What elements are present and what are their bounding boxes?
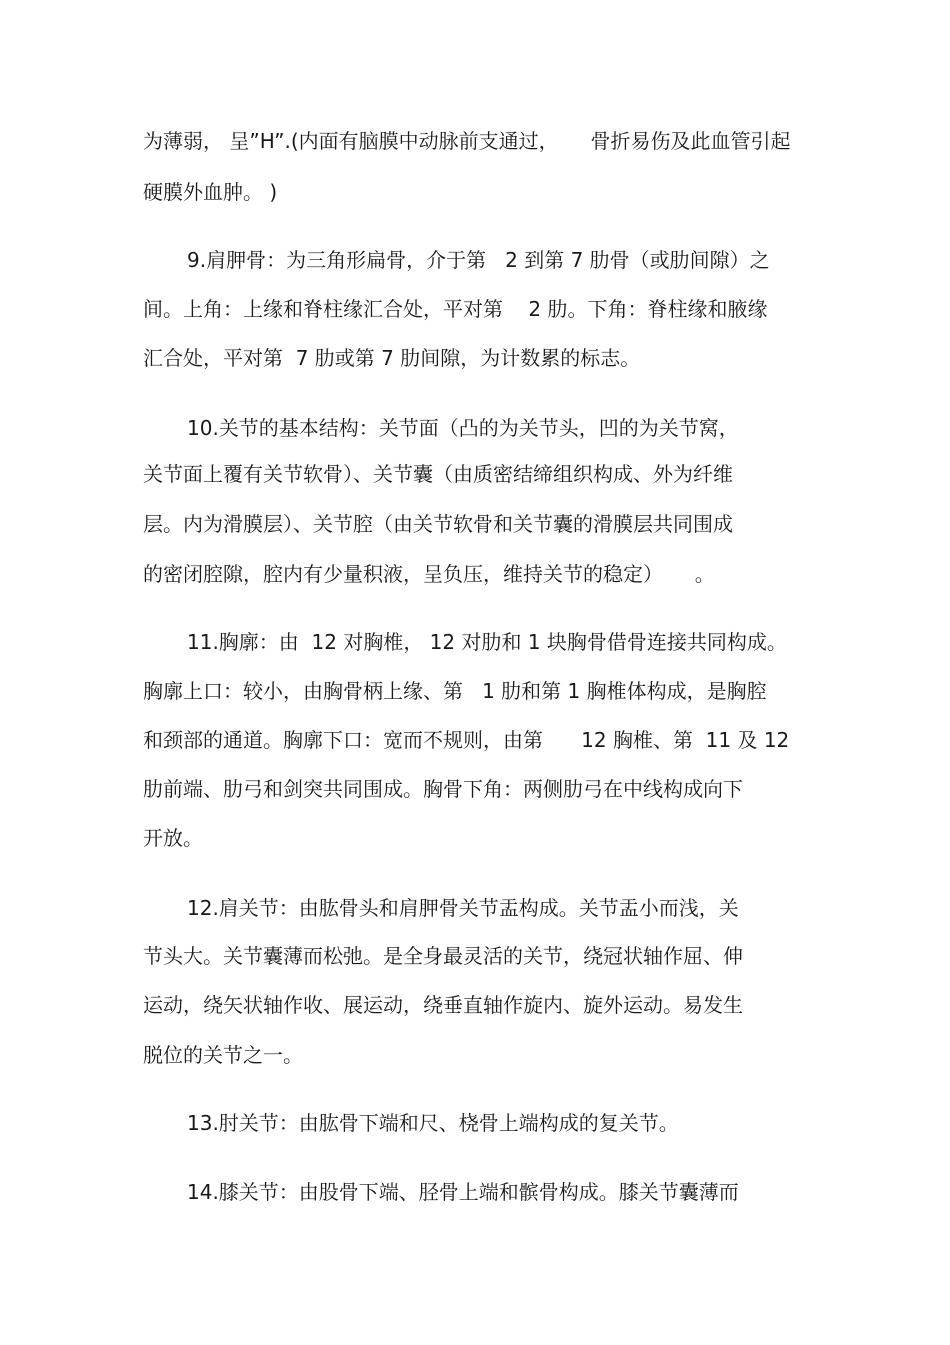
text-line: 节头大。关节囊薄而松弛。是全身最灵活的关节，绕冠状轴作屈、伸 <box>143 944 743 968</box>
text-line: 14.膝关节：由股骨下端、胫骨上端和髌骨构成。膝关节囊薄而 <box>187 1180 739 1204</box>
text-line: 开放。 <box>143 826 203 850</box>
text-line: 层。内为滑膜层）、关节腔（由关节软骨和关节囊的滑膜层共同围成 <box>143 512 733 536</box>
text-line: 间。上角：上缘和脊柱缘汇合处，平对第 2 肋。下角：脊柱缘和腋缘 <box>143 297 768 321</box>
text-line: 关节面上覆有关节软骨）、关节囊（由质密结缔组织构成、外为纤维 <box>143 462 733 486</box>
text-line: 汇合处，平对第 7 肋或第 7 肋间隙，为计数累的标志。 <box>143 346 641 370</box>
text-line: 11.胸廓：由 12 对胸椎， 12 对肋和 1 块胸骨借骨连接共同构成。 <box>187 630 787 654</box>
text-line: 脱位的关节之一。 <box>143 1043 303 1067</box>
text-line: 和颈部的通道。胸廓下口：宽而不规则，由第 12 胸椎、第 11 及 12 <box>143 728 790 752</box>
text-line: 运动，绕矢状轴作收、展运动，绕垂直轴作旋内、旋外运动。易发生 <box>143 993 743 1017</box>
text-line: 硬膜外血肿。 ) <box>143 180 278 204</box>
text-line: 肋前端、肋弓和剑突共同围成。胸骨下角：两侧肋弓在中线构成向下 <box>143 777 743 801</box>
text-line: 为薄弱， 呈”H”.(内面有脑膜中动脉前支通过， 骨折易伤及此血管引起 <box>143 129 791 153</box>
text-line: 的密闭腔隙，腔内有少量积液，呈负压，维持关节的稳定） 。 <box>143 562 715 586</box>
text-line: 10.关节的基本结构：关节面（凸的为关节头，凹的为关节窝， <box>187 416 739 440</box>
text-line: 9.肩胛骨：为三角形扁骨，介于第 2 到第 7 肋骨（或肋间隙）之 <box>187 248 770 272</box>
text-line: 13.肘关节：由肱骨下端和尺、桡骨上端构成的复关节。 <box>187 1111 679 1135</box>
text-line: 胸廓上口：较小，由胸骨柄上缘、第 1 肋和第 1 胸椎体构成，是胸腔 <box>143 679 767 703</box>
text-line: 12.肩关节：由肱骨头和肩胛骨关节盂构成。关节盂小而浅，关 <box>187 896 739 920</box>
